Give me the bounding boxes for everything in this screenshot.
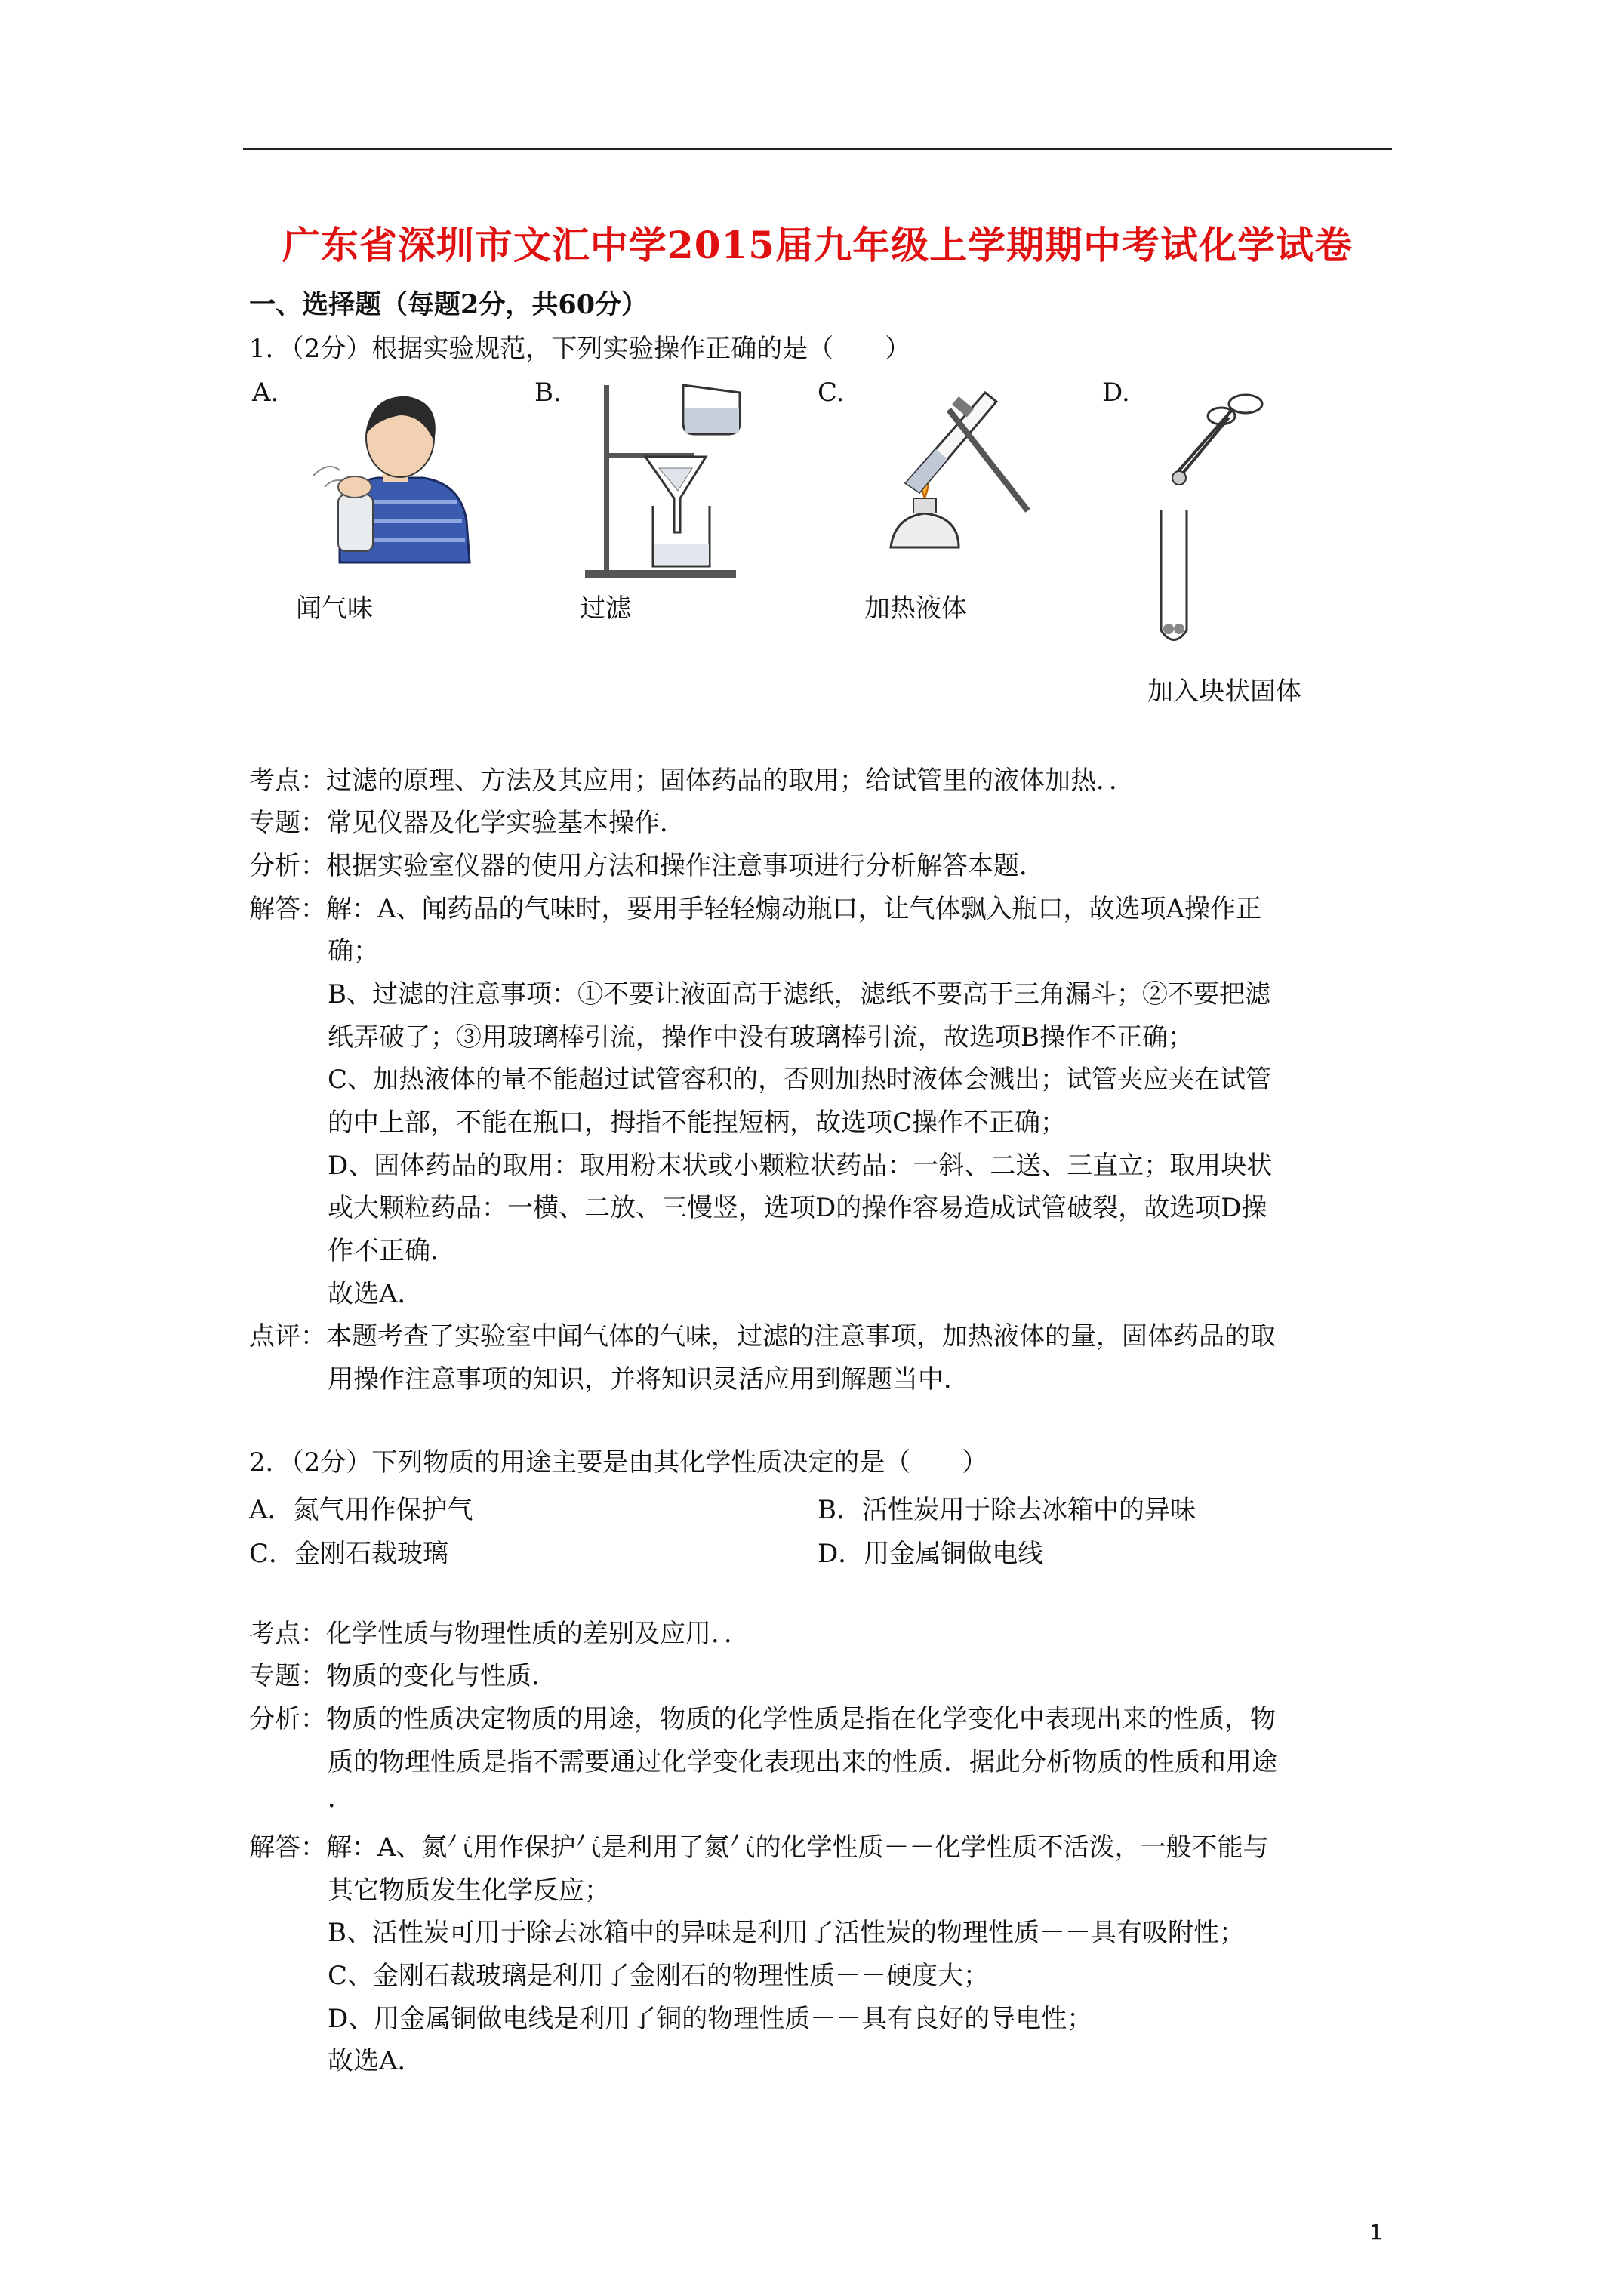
- q1-jieda-line: C、加热液体的量不能超过试管容积的，否则加热时液体会溅出；试管夹应夹在试管: [328, 1065, 1272, 1095]
- page-number: 1: [1369, 2220, 1383, 2245]
- section-heading: 一、选择题（每题2分，共60分）: [249, 289, 648, 320]
- q1-option-d-caption: 加入块状固体: [1147, 676, 1301, 707]
- q1-kaodian: 考点：过滤的原理、方法及其应用；固体药品的取用；给试管里的液体加热．．: [249, 766, 1135, 796]
- q1-jieda-line: 的中上部，不能在瓶口，拇指不能捏短柄，故选项C操作不正确；: [328, 1108, 1067, 1138]
- q1-zhuanti: 专题：常见仪器及化学实验基本操作．: [249, 808, 685, 838]
- q2-option-c: C．金刚石裁玻璃: [249, 1539, 449, 1569]
- adding-solid-figure: [1140, 389, 1268, 646]
- q2-fenxi-line: 质的物理性质是指不需要通过化学变化表现出来的性质．据此分析物质的性质和用途: [328, 1747, 1277, 1777]
- q2-jieda-line: 其它物质发生化学反应；: [328, 1875, 610, 1906]
- q1-jieda-line: 或大颗粒药品：一横、二放、三慢竖，选项D的操作容易造成试管破裂，故选项D操: [328, 1193, 1267, 1223]
- header-rule: [243, 148, 1392, 150]
- q1-option-c-letter: C.: [818, 378, 845, 408]
- q2-stem: 2．（2分）下列物质的用途主要是由其化学性质决定的是（ ）: [249, 1447, 988, 1478]
- q2-kaodian: 考点：化学性质与物理性质的差别及应用．．: [249, 1619, 750, 1649]
- q1-option-d-letter: D.: [1102, 378, 1130, 408]
- q2-option-d: D．用金属铜做电线: [818, 1539, 1044, 1569]
- q2-jieda-line: C、金刚石裁玻璃是利用了金刚石的物理性质－－硬度大；: [328, 1961, 990, 1991]
- q1-jieda-line: 解答：解：A、闻药品的气味时，要用手轻轻煽动瓶口，让气体飘入瓶口，故选项A操作正: [249, 894, 1262, 924]
- q1-jieda-line: D、固体药品的取用：取用粉末状或小颗粒状药品：一斜、二送、三直立；取用块状: [328, 1151, 1273, 1181]
- q2-zhuanti: 专题：物质的变化与性质．: [249, 1661, 557, 1691]
- heating-liquid-figure: [861, 378, 1072, 581]
- q1-jieda-line: 纸弄破了；③用玻璃棒引流，操作中没有玻璃棒引流，故选项B操作不正确；: [328, 1022, 1193, 1052]
- q1-jieda-line: B、过滤的注意事项：①不要让液面高于滤纸，滤纸不要高于三角漏斗；②不要把滤: [328, 979, 1270, 1009]
- q1-option-b-letter: B.: [534, 378, 562, 408]
- q1-dianping-line: 点评：本题考查了实验室中闻气体的气味，过滤的注意事项，加热液体的量，固体药品的取: [249, 1321, 1276, 1351]
- q1-dianping-line: 用操作注意事项的知识，并将知识灵活应用到解题当中．: [328, 1364, 969, 1395]
- q2-jieda-line: B、活性炭可用于除去冰箱中的异味是利用了活性炭的物理性质－－具有吸附性；: [328, 1918, 1245, 1948]
- q1-jieda-line: 作不正确．: [328, 1236, 456, 1266]
- q2-option-b: B．活性炭用于除去冰箱中的异味: [818, 1495, 1196, 1525]
- q2-fenxi-line: ．: [328, 1783, 353, 1814]
- q1-option-a-caption: 闻气味: [296, 593, 373, 624]
- filtration-figure: [570, 378, 774, 581]
- q1-jieda-line: 故选A．: [328, 1279, 423, 1309]
- smelling-figure: [294, 381, 483, 570]
- q2-option-a: A．氮气用作保护气: [249, 1495, 473, 1525]
- exam-title: 广东省深圳市文汇中学2015届九年级上学期期中考试化学试卷: [282, 223, 1354, 267]
- q1-option-c-caption: 加热液体: [864, 593, 967, 624]
- q2-fenxi-line: 分析：物质的性质决定物质的用途，物质的化学性质是指在化学变化中表现出来的性质，物: [249, 1704, 1276, 1734]
- q1-stem: 1．（2分）根据实验规范，下列实验操作正确的是（ ）: [249, 334, 911, 364]
- q2-jieda-line: 故选A．: [328, 2046, 423, 2076]
- q1-option-a-letter: A.: [252, 378, 279, 408]
- q2-jieda-line: 解答：解：A、氮气用作保护气是利用了氮气的化学性质－－化学性质不活泼，一般不能与: [249, 1832, 1269, 1863]
- q1-jieda-line: 确；: [328, 936, 379, 966]
- q2-jieda-line: D、用金属铜做电线是利用了铜的物理性质－－具有良好的导电性；: [328, 2004, 1093, 2034]
- q1-fenxi: 分析：根据实验室仪器的使用方法和操作注意事项进行分析解答本题．: [249, 851, 1045, 881]
- q1-option-b-caption: 过滤: [580, 593, 631, 624]
